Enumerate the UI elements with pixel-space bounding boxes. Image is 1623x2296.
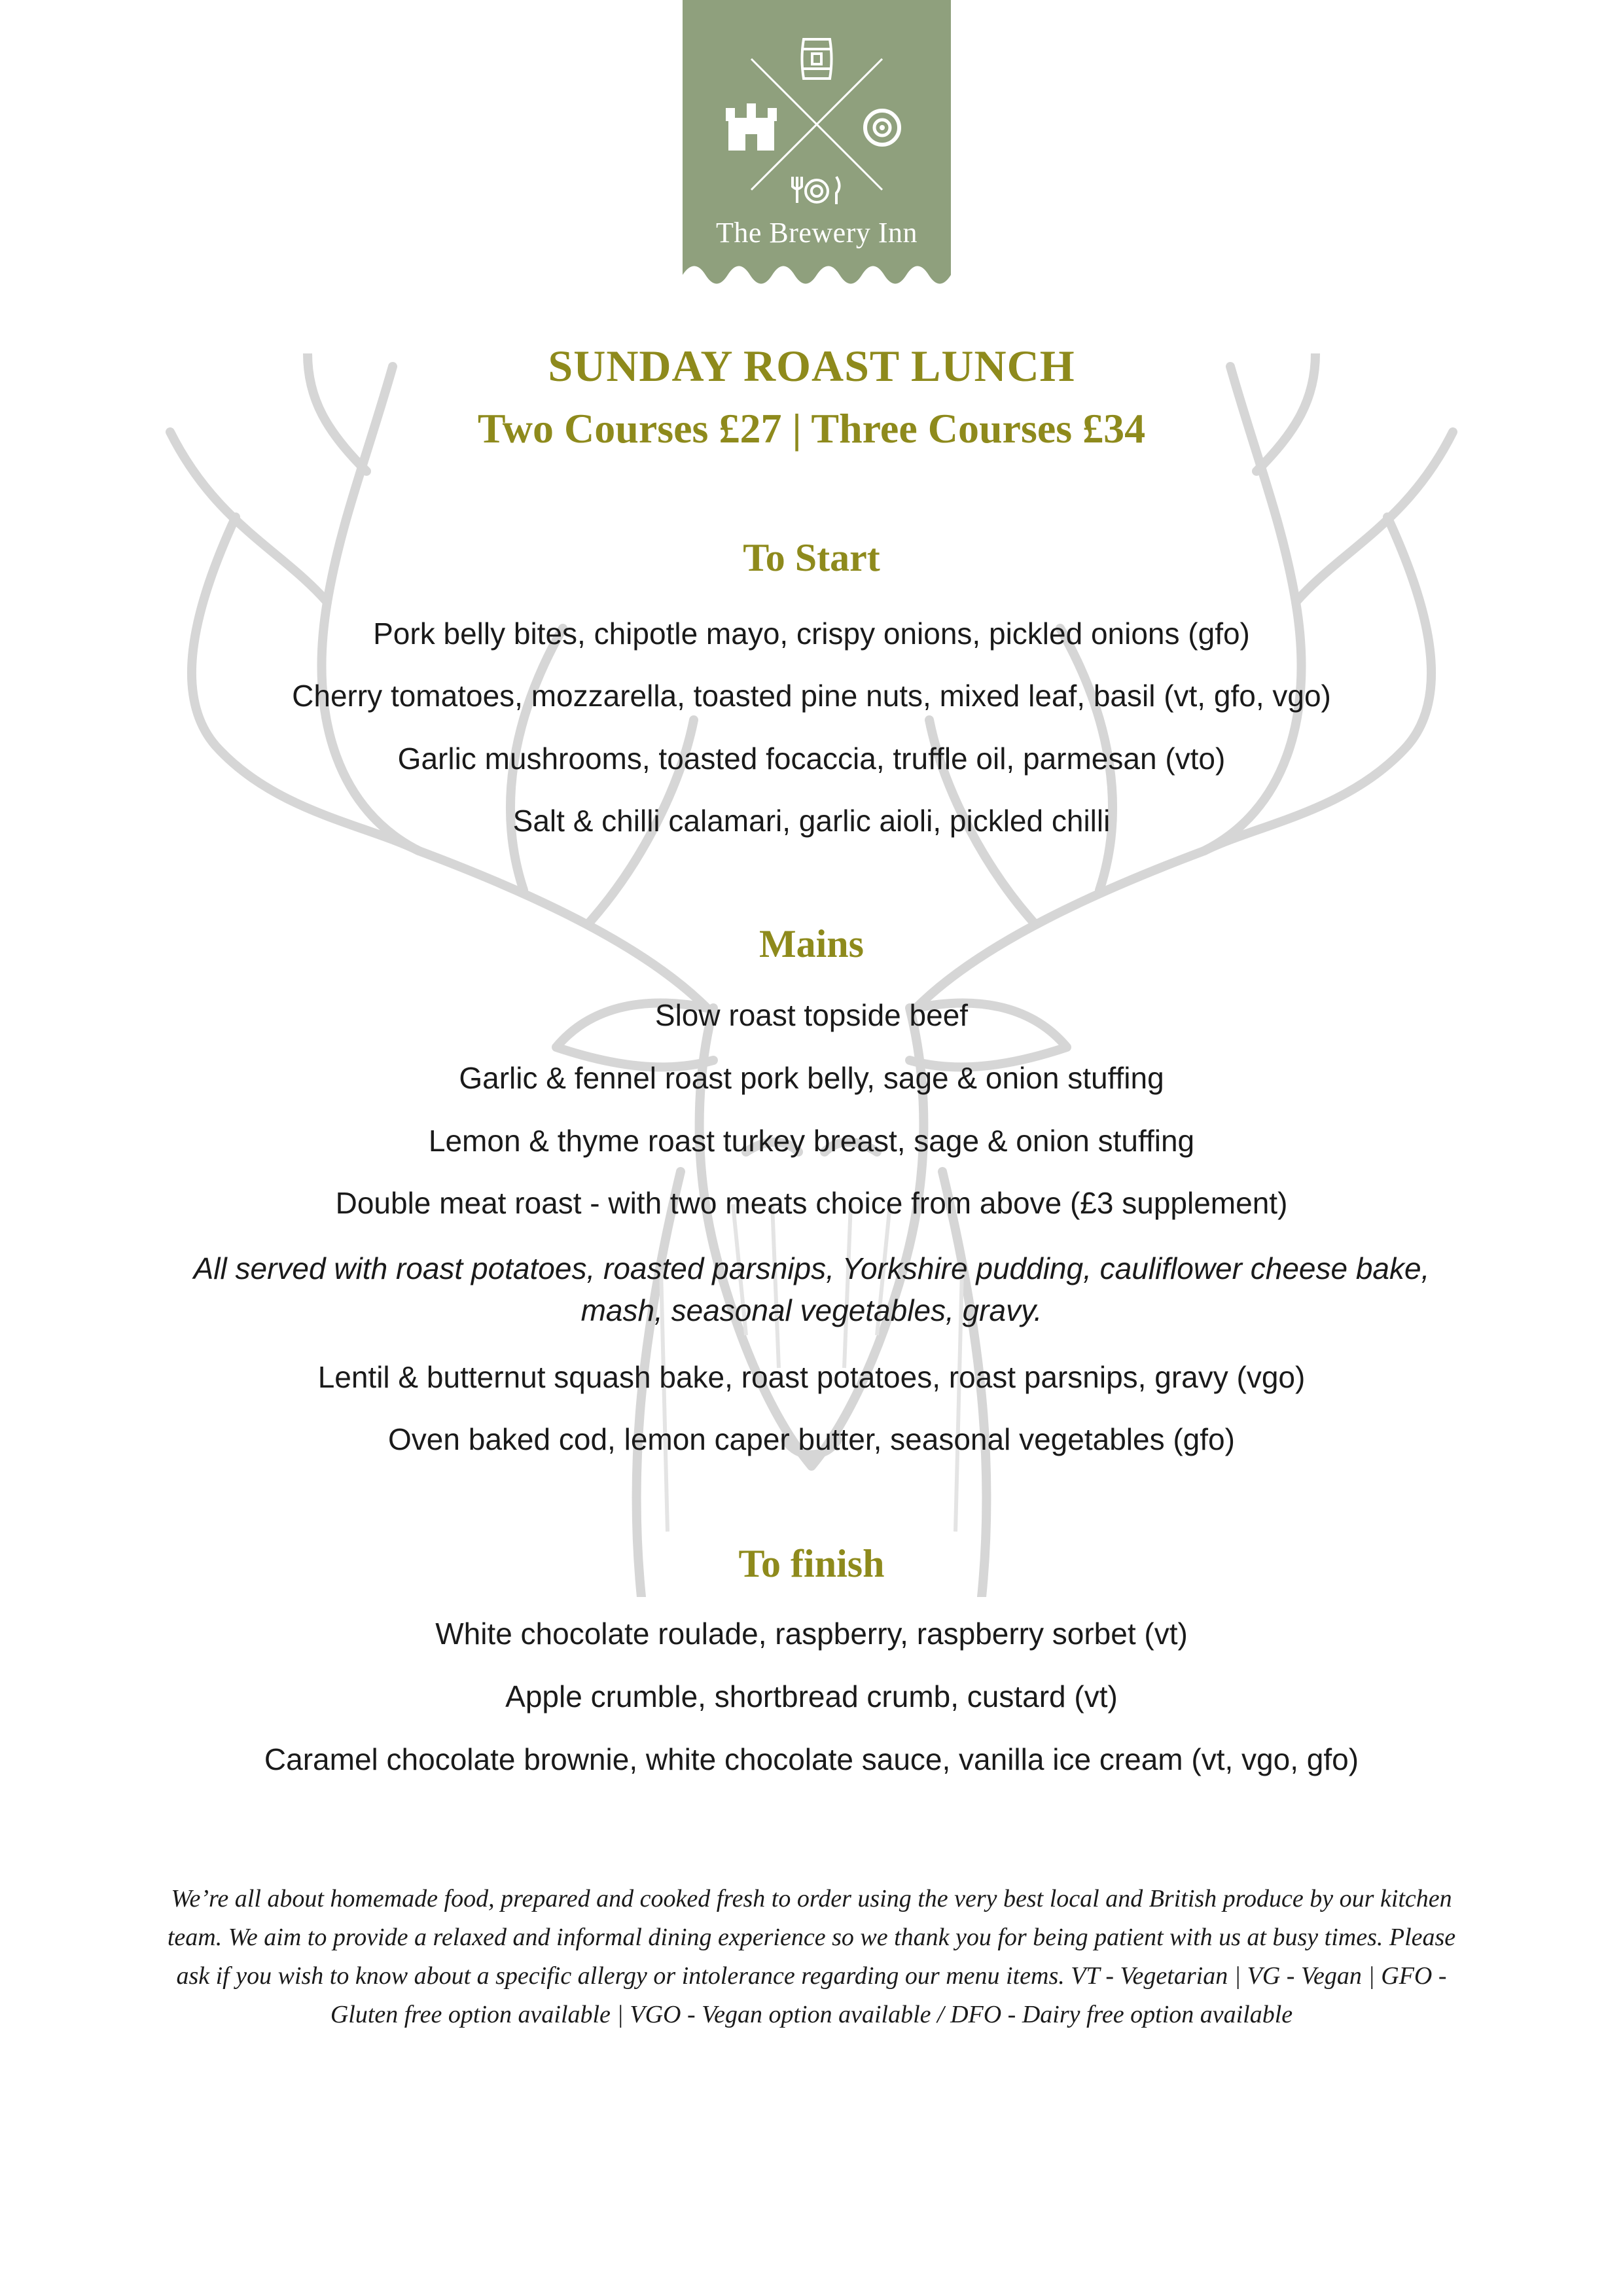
menu-price-subtitle: Two Courses £27 | Three Courses £34 [477,405,1146,452]
menu-item: Slow roast topside beef [654,998,969,1032]
menu-title: SUNDAY ROAST LUNCH [548,341,1075,391]
castle-icon [726,103,777,151]
menu-item: Lemon & thyme roast turkey breast, sage & onion stuffing [428,1124,1195,1158]
section-heading-finish: To finish [738,1542,885,1585]
logo-name: The Brewery Inn [715,217,918,249]
menu-item: Garlic mushrooms, toasted focaccia, truffle oil, parmesan (vto) [397,742,1226,776]
mains-served-with-note: All served with roast potatoes, roasted parsnips, Yorkshire pudding, cauliflower cheese bake, mash, seasonal vegetables, gravy. [193,1251,1430,1327]
menu-item: Apple crumble, shortbread crumb, custard (vt) [505,1679,1118,1713]
menu-item: Double meat roast - with two meats choice from above (£3 supplement) [335,1186,1288,1220]
menu-item: Lentil & butternut squash bake, roast potatoes, roast parsnips, gravy (vgo) [317,1360,1306,1394]
section-heading-start: To Start [743,536,880,579]
menu-item: Caramel chocolate brownie, white chocolate sauce, vanilla ice cream (vt, vgo, gfo) [264,1742,1359,1776]
brewery-logo [683,0,951,293]
footer-note: We’re all about homemade food, prepared and cooked fresh to order using the very best local and British produce by our kitchen team. We aim to provide a relaxed and informal dining experience so we thank you for being patient with us at busy times. Please ask if you wish to know about a specific allergy or intolerance regarding our menu items. VT - Vegetarian | VG - Vegan | GFO - Gluten free option available | VGO - Vegan option available / DFO - Dairy free option available [167,1885,1456,2028]
menu-item: Oven baked cod, lemon caper butter, seasonal vegetables (gfo) [388,1422,1235,1456]
menu-item: Pork belly bites, chipotle mayo, crispy onions, pickled onions (gfo) [373,617,1250,651]
menu-item: Garlic & fennel roast pork belly, sage & onion stuffing [459,1061,1164,1095]
menu-item: Cherry tomatoes, mozzarella, toasted pine nuts, mixed leaf, basil (vt, gfo, vgo) [292,679,1331,713]
menu-item: White chocolate roulade, raspberry, raspberry sorbet (vt) [435,1617,1188,1651]
section-heading-mains: Mains [758,922,865,965]
menu-item: Salt & chilli calamari, garlic aioli, pickled chilli [512,804,1111,838]
